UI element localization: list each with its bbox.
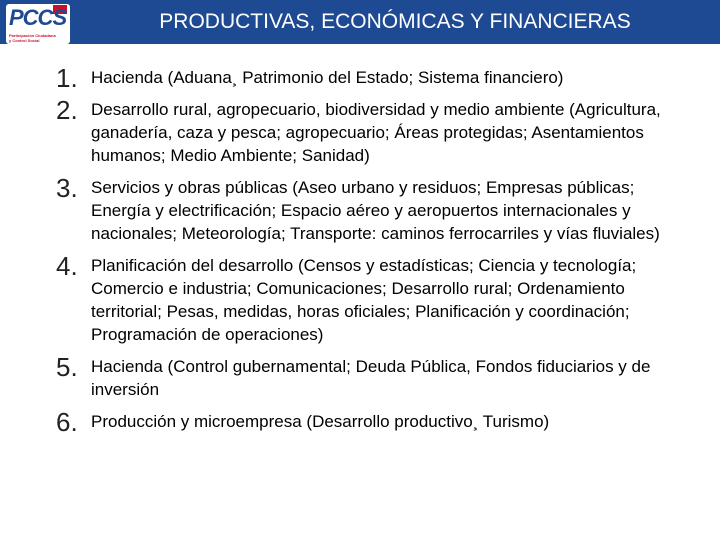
list-item-text: Desarrollo rural, agropecuario, biodiversidad y medio ambiente (Agricultura, ganadería, caza y pesca; agropecuario; Áreas protegidas; Asentamientos humanos; Medio Ambiente; Sanidad) [91,100,661,165]
logo-subtitle-line2: y Control Social [9,38,40,43]
list-item [0,95,720,167]
list-item-text: Producción y microempresa (Desarrollo productivo¸ Turismo) [91,412,550,431]
list-item-text: Planificación del desarrollo (Censos y estadísticas; Ciencia y tecnología; Comercio e industria; Comunicaciones; Desarrollo rural; Ordenamiento territorial; Pesas, medidas, horas oficiales; Planificación y coordinación; Programación de operaciones) [91,256,637,344]
list-item [0,407,720,437]
list-item-text: Servicios y obras públicas (Aseo urbano y residuos; Empresas públicas; Energía y electrificación; Espacio aéreo y aeropuertos internacionales y nacionales; Meteorología; Transporte: caminos ferrocarriles y vías fluviales) [91,178,660,243]
list-item-number: 5. [56,352,78,382]
list-item-text: Hacienda (Aduana¸ Patrimonio del Estado; Sistema financiero) [91,68,564,87]
logo-subtitle-line1: Participación Ciudadana [9,33,56,38]
list-item-text: Hacienda (Control gubernamental; Deuda Pública, Fondos fiduciarios y de inversión [91,357,651,399]
list-item-number: 3. [56,173,78,203]
list-item [0,173,720,245]
list-item-number: 4. [56,251,78,281]
list-item [0,352,720,401]
list-item-number: 1. [56,63,78,93]
pccs-logo [6,4,70,44]
list-item-number: 2. [56,95,78,125]
list-item [0,251,720,346]
logo-mark: PCCS [9,5,67,30]
list-item-number: 6. [56,407,78,437]
page-title: PRODUCTIVAS, ECONÓMICAS Y FINANCIERAS [159,10,631,33]
numbered-list [0,63,720,442]
title-bar [0,0,720,44]
list-item [0,63,720,93]
